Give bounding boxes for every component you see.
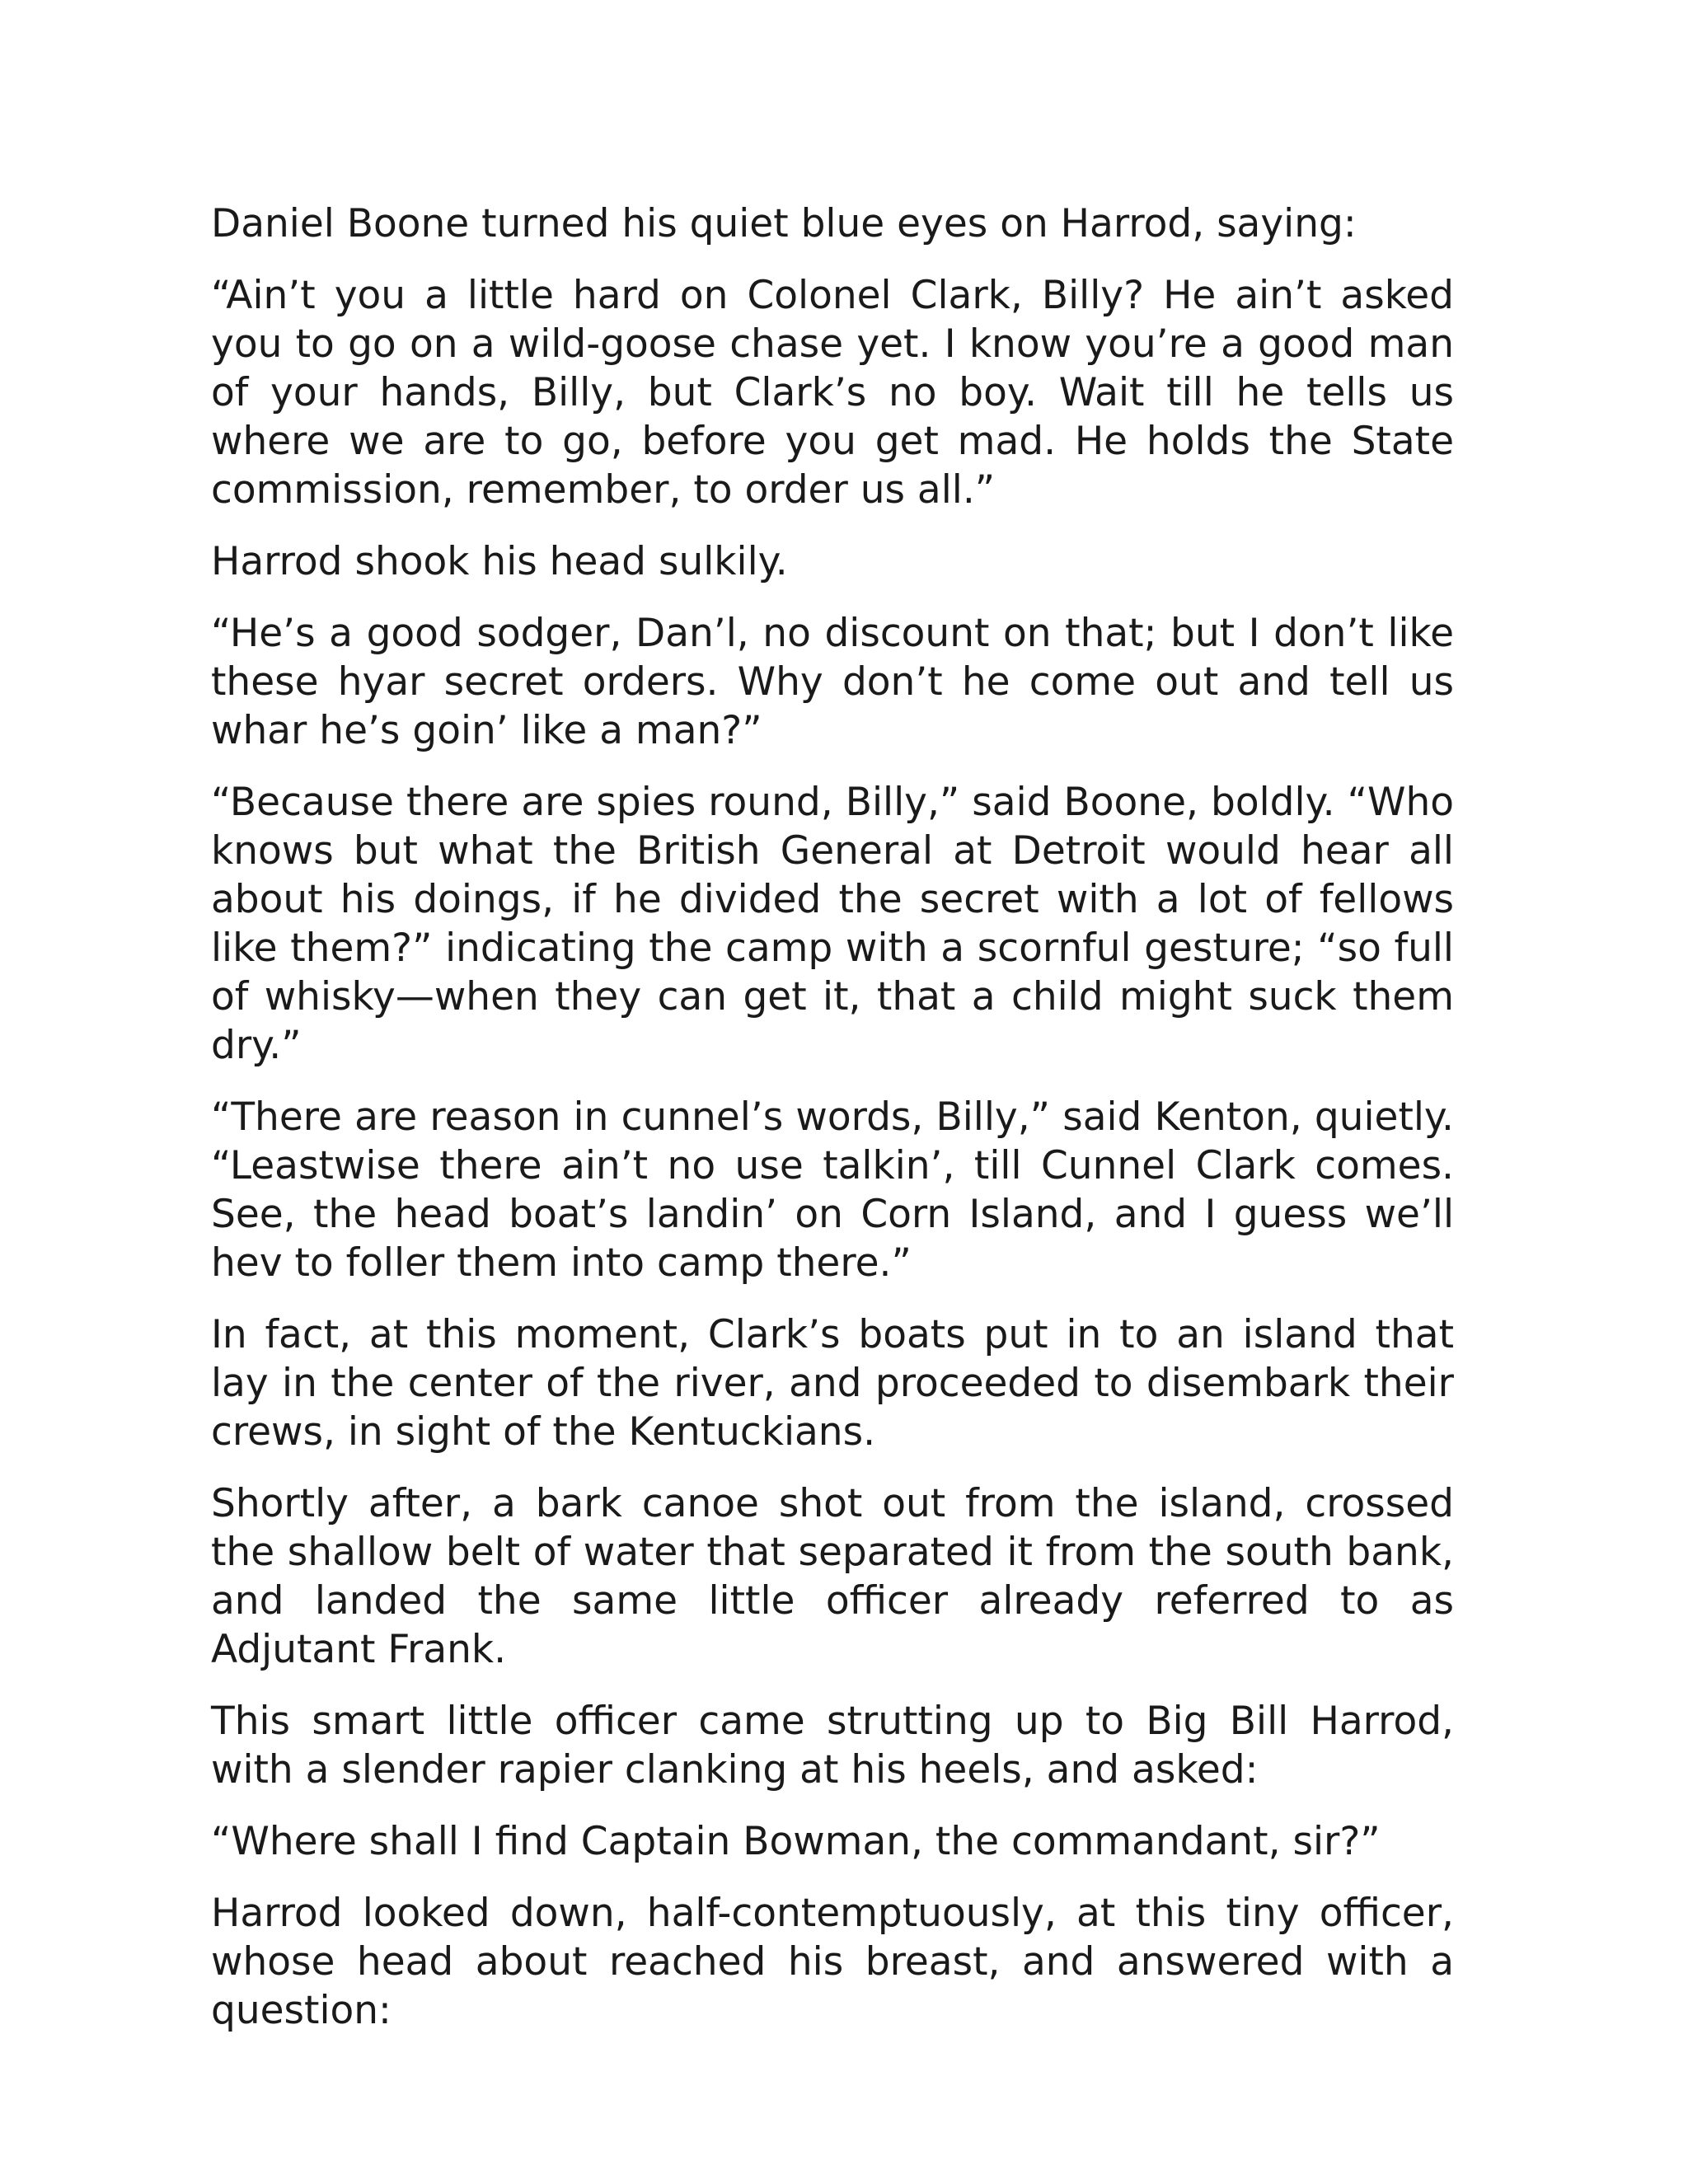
body-text (211, 199, 1454, 2058)
paragraph: “Where shall I find Captain Bowman, the commandant, sir?” (211, 1819, 1381, 1864)
paragraph: Harrod shook his head sulkily. (211, 539, 788, 584)
paragraph: “He’s a good sodger, Dan’l, no discount on that; but I don’t like these hyar secret orders. Why don’t he come out and tell us whar he’s goin’ like a man?” (211, 611, 1454, 753)
paragraph: Shortly after, a bark canoe shot out from the island, crossed the shallow belt of water that separated it from the south bank, and landed the same little officer already referred to as Adjutant Frank. (211, 1481, 1454, 1672)
paragraph: “Because there are spies round, Billy,” said Boone, boldly. “Who knows but what the British General at Detroit would hear all about his doings, if he divided the secret with a lot of fellows like them?” indicating the camp with a scornful gesture; “so full of whisky—when they can get it, that a child might suck them dry.” (211, 780, 1454, 1068)
paragraph: Harrod looked down, half-contemptuously, at this tiny officer, whose head about reached his breast, and answered with a question: (211, 1891, 1454, 2033)
paragraph: This smart little officer came strutting up to Big Bill Harrod, with a slender rapier clanking at his heels, and asked: (211, 1699, 1454, 1793)
paragraph: “There are reason in cunnel’s words, Billy,” said Kenton, quietly. “Leastwise there ain’t no use talkin’, till Cunnel Clark comes. See, the head boat’s landin’ on Corn Island, and I guess we’ll hev to foller them into camp there.” (211, 1094, 1454, 1286)
paragraph: Daniel Boone turned his quiet blue eyes on Harrod, saying: (211, 201, 1357, 246)
paragraph: In fact, at this moment, Clark’s boats put in to an island that lay in the center of the river, and proceeded to disembark their crews, in sight of the Kentuckians. (211, 1312, 1454, 1455)
paragraph: “Ain’t you a little hard on Colonel Clark, Billy? He ain’t asked you to go on a wild-goose chase yet. I know you’re a good man of your hands, Billy, but Clark’s no boy. Wait till he tells us where we are to go, before you get mad. He holds the State commission, remember, to order us all.” (211, 273, 1454, 513)
